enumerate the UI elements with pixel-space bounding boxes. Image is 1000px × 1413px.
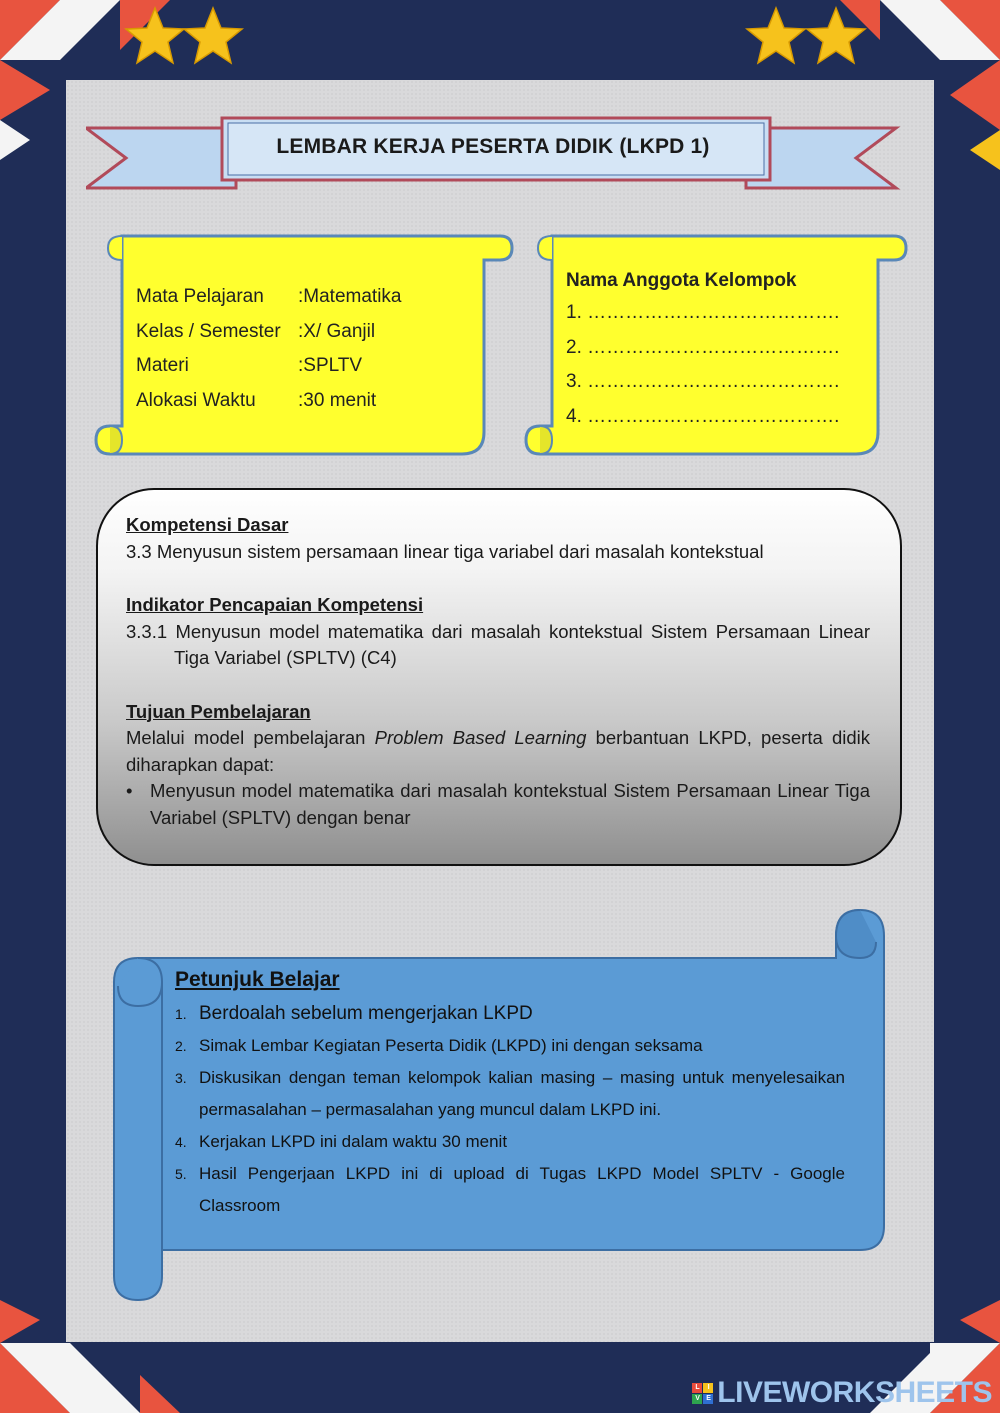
info-separator: :: [298, 320, 304, 342]
tujuan-post: berbantuan LKPD, peserta didik diharapkan dapat:: [126, 727, 870, 775]
info-label: Materi: [136, 355, 189, 377]
list-item: [175, 998, 845, 1030]
item-number: 5.: [175, 1166, 187, 1182]
instructions-list: [175, 998, 845, 1222]
item-number: 4.: [175, 1134, 187, 1150]
ipk-text: Menyusun model matematika dari masalah kontekstual Sistem Persamaan Linear Tiga Variabel (SPLTV) (C4): [174, 620, 871, 668]
instructions: [175, 962, 845, 1222]
info-value: Matematika: [303, 286, 402, 308]
tujuan-model: Problem Based Learning: [374, 727, 587, 748]
member-line[interactable]: 4. ………………………………….: [566, 405, 840, 427]
list-item: [175, 1126, 845, 1158]
info-value: 30 menit: [303, 389, 377, 411]
tujuan-heading: Tujuan Pembelajaran: [126, 700, 311, 722]
item-text: Berdoalah sebelum mengerjakan LKPD: [199, 1003, 533, 1024]
item-number: 2.: [175, 1038, 187, 1054]
info-separator: :: [298, 389, 304, 411]
list-item: [175, 1030, 845, 1062]
info-value: X/ Ganjil: [303, 320, 376, 342]
item-text: Kerjakan LKPD ini dalam waktu 30 menit: [199, 1132, 508, 1151]
liveworksheets-watermark: [692, 1376, 992, 1410]
tujuan-pre: Melalui model pembelajaran: [126, 727, 366, 748]
info-separator: :: [298, 286, 304, 308]
group-members: [566, 266, 839, 434]
liveworksheets-logo-icon: L I V E: [692, 1383, 713, 1404]
item-text: Hasil Pengerjaan LKPD ini di upload di Tugas LKPD Model SPLTV - Google Classroom: [199, 1164, 845, 1215]
watermark-text: LIVEWORKSHEETS: [717, 1376, 992, 1409]
member-line[interactable]: 3. ………………………………….: [566, 371, 840, 393]
info-row: [136, 349, 401, 384]
members-title: Nama Anggota Kelompok: [566, 270, 797, 291]
kd-heading: Kompetensi Dasar: [126, 514, 289, 535]
item-text: Simak Lembar Kegiatan Peserta Didik (LKPD) ini dengan seksama: [199, 1036, 703, 1055]
competency-content: [126, 512, 870, 831]
kd-text: 3.3 Menyusun sistem persamaan linear tiga variabel dari masalah kontekstual: [126, 540, 764, 562]
info-label: Alokasi Waktu: [136, 389, 256, 411]
ipk-number: 3.3.1: [126, 620, 168, 642]
member-line[interactable]: 1. ………………………………….: [566, 302, 840, 323]
info-table: [136, 280, 401, 418]
info-separator: :: [298, 355, 304, 377]
info-label: Kelas / Semester: [136, 320, 281, 342]
tujuan-bullet-text: Menyusun model matematika dari masalah kontekstual Sistem Persamaan Linear Tiga Variabel (SPLTV) dengan benar: [150, 780, 870, 828]
bullet-icon: •: [126, 780, 133, 801]
ipk-item: [126, 619, 870, 672]
tujuan-text: [126, 725, 870, 778]
list-item: [175, 1158, 845, 1222]
item-number: 3.: [175, 1070, 187, 1086]
info-row: [136, 280, 401, 315]
page-title: LEMBAR KERJA PESERTA DIDIK (LKPD 1): [276, 135, 710, 158]
item-number: 1.: [175, 1006, 187, 1022]
tujuan-bullet: [126, 778, 870, 831]
info-label: Mata Pelajaran: [136, 286, 264, 308]
star-icon: [126, 8, 865, 63]
info-row: [136, 384, 401, 419]
item-text: Diskusikan dengan teman kelompok kalian masing – masing untuk menyelesaikan permasalahan – permasalahan yang muncul dalam LKPD ini.: [199, 1068, 845, 1119]
member-line[interactable]: 2. ………………………………….: [566, 336, 840, 358]
info-row: [136, 315, 401, 350]
ipk-heading: Indikator Pencapaian Kompetensi: [126, 594, 424, 615]
info-value: SPLTV: [303, 355, 363, 377]
instructions-title: Petunjuk Belajar: [175, 968, 340, 991]
list-item: [175, 1062, 845, 1126]
